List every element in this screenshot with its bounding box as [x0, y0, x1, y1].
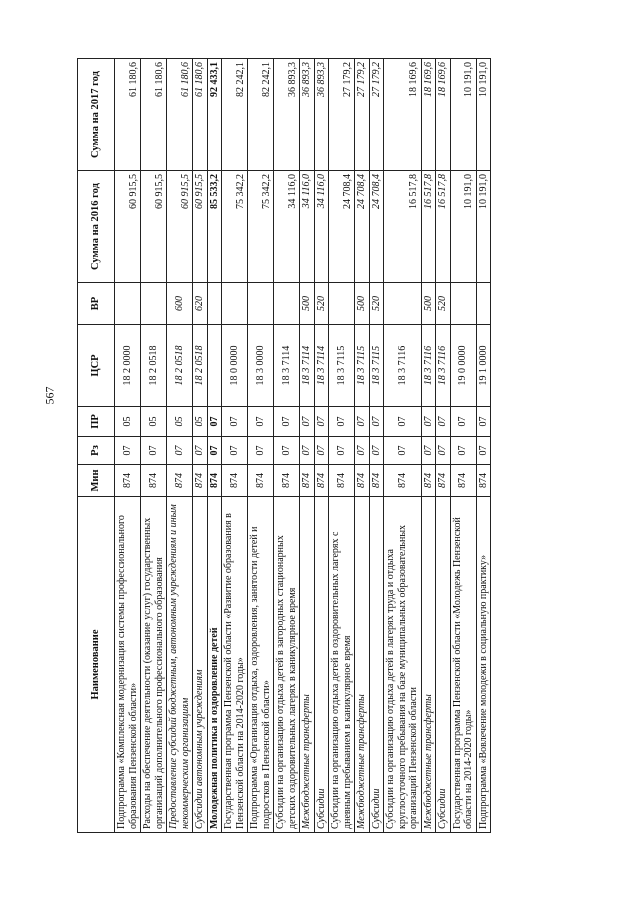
table-row — [141, 59, 167, 833]
cell-rz: 07 — [476, 437, 491, 465]
cell-csr: 18 3 7114 — [314, 325, 329, 407]
cell-pr: 05 — [141, 407, 167, 437]
cell-rz: 07 — [436, 437, 451, 465]
cell-sum-2016: 10 191,0 — [450, 171, 476, 283]
cell-sum-2017: 92 433,1 — [207, 59, 222, 171]
cell-vr: 520 — [369, 283, 384, 325]
table-row — [115, 59, 141, 833]
cell-min: 874 — [141, 465, 167, 497]
cell-csr: 18 3 7115 — [329, 325, 355, 407]
cell-pr: 07 — [248, 407, 274, 437]
cell-rz: 07 — [141, 437, 167, 465]
cell-sum-2017: 18 169,6 — [384, 59, 422, 171]
cell-vr — [384, 283, 422, 325]
table-row — [355, 59, 370, 833]
cell-sum-2016: 60 915,5 — [193, 171, 208, 283]
cell-vr: 500 — [355, 283, 370, 325]
cell-min: 874 — [450, 465, 476, 497]
cell-vr: 620 — [193, 283, 208, 325]
table-row — [167, 59, 193, 833]
cell-pr: 07 — [355, 407, 370, 437]
cell-vr — [476, 283, 491, 325]
cell-pr: 07 — [450, 407, 476, 437]
cell-vr — [141, 283, 167, 325]
cell-sum-2016: 75 342,2 — [248, 171, 274, 283]
header-name: Наименование — [78, 497, 115, 833]
cell-pr: 07 — [222, 407, 248, 437]
cell-pr: 07 — [329, 407, 355, 437]
cell-sum-2017: 27 179,2 — [355, 59, 370, 171]
cell-name: Межбюджетные трансферты — [355, 497, 370, 833]
cell-sum-2016: 24 708,4 — [355, 171, 370, 283]
cell-rz: 07 — [369, 437, 384, 465]
cell-sum-2016: 16 517,8 — [421, 171, 436, 283]
cell-rz: 07 — [300, 437, 315, 465]
cell-vr — [329, 283, 355, 325]
cell-min: 874 — [222, 465, 248, 497]
cell-min: 874 — [167, 465, 193, 497]
cell-sum-2017: 61 180,6 — [167, 59, 193, 171]
cell-sum-2016: 24 708,4 — [329, 171, 355, 283]
cell-vr — [248, 283, 274, 325]
cell-csr: 18 0 0000 — [222, 325, 248, 407]
cell-csr: 18 3 7116 — [421, 325, 436, 407]
cell-name: Расходы на обеспечение деятельности (оказание услуг) государственных организаций дополнительного профессионального образования — [141, 497, 167, 833]
cell-sum-2017: 18 169,6 — [421, 59, 436, 171]
cell-name: Подпрограмма «Вовлечение молодежи в социальную практику» — [476, 497, 491, 833]
cell-vr — [207, 283, 222, 325]
table-header — [78, 59, 115, 833]
cell-sum-2017: 18 169,6 — [436, 59, 451, 171]
cell-rz: 07 — [329, 437, 355, 465]
cell-sum-2017: 61 180,6 — [141, 59, 167, 171]
cell-vr: 520 — [314, 283, 329, 325]
cell-min: 874 — [207, 465, 222, 497]
cell-vr: 600 — [167, 283, 193, 325]
cell-sum-2016: 85 533,2 — [207, 171, 222, 283]
table-row — [450, 59, 476, 833]
table-row — [476, 59, 491, 833]
cell-vr: 520 — [436, 283, 451, 325]
cell-name: Межбюджетные трансферты — [421, 497, 436, 833]
cell-pr: 07 — [384, 407, 422, 437]
cell-sum-2017: 27 179,2 — [329, 59, 355, 171]
cell-name: Предоставление субсидий бюджетным, автономным учреждениям и иным некоммерческим организациям — [167, 497, 193, 833]
cell-pr: 07 — [369, 407, 384, 437]
cell-csr: 18 3 7115 — [355, 325, 370, 407]
cell-sum-2016: 16 517,8 — [436, 171, 451, 283]
rotated-page-content — [77, 59, 553, 833]
cell-sum-2017: 10 191,0 — [476, 59, 491, 171]
table-row — [421, 59, 436, 833]
table-row — [369, 59, 384, 833]
header-sum-2017: Сумма на 2017 год — [78, 59, 115, 171]
cell-min: 874 — [248, 465, 274, 497]
header-sum-2016: Сумма на 2016 год — [78, 171, 115, 283]
table-row — [193, 59, 208, 833]
cell-sum-2017: 36 893,3 — [274, 59, 300, 171]
cell-vr — [450, 283, 476, 325]
cell-pr: 07 — [207, 407, 222, 437]
header-min: Мин — [78, 465, 115, 497]
cell-pr: 07 — [421, 407, 436, 437]
cell-rz: 07 — [248, 437, 274, 465]
table-row — [314, 59, 329, 833]
cell-pr: 07 — [436, 407, 451, 437]
cell-sum-2016: 34 116,0 — [300, 171, 315, 283]
cell-csr: 18 2 0518 — [167, 325, 193, 407]
cell-rz: 07 — [207, 437, 222, 465]
cell-sum-2016: 24 708,4 — [369, 171, 384, 283]
cell-name: Субсидии — [314, 497, 329, 833]
cell-vr — [115, 283, 141, 325]
cell-rz: 07 — [274, 437, 300, 465]
header-csr: ЦСР — [78, 325, 115, 407]
table-row — [274, 59, 300, 833]
cell-csr: 18 2 0518 — [193, 325, 208, 407]
header-pr: ПР — [78, 407, 115, 437]
cell-pr: 05 — [115, 407, 141, 437]
header-vr: ВР — [78, 283, 115, 325]
cell-rz: 07 — [193, 437, 208, 465]
cell-min: 874 — [314, 465, 329, 497]
cell-name: Субсидии на организацию отдыха детей в лагерях труда и отдыха круглосуточного пребывания на базе муниципальных образовательных организаций Пензенской области — [384, 497, 422, 833]
cell-name: Субсидии на организацию отдыха детей в оздоровительных лагерях с дневным пребыванием в каникулярное время — [329, 497, 355, 833]
cell-vr — [222, 283, 248, 325]
cell-sum-2017: 36 893,3 — [300, 59, 315, 171]
cell-min: 874 — [193, 465, 208, 497]
cell-sum-2017: 27 179,2 — [369, 59, 384, 171]
cell-csr: 18 2 0518 — [141, 325, 167, 407]
cell-name: Субсидии на организацию отдыха детей в загородных стационарных детских оздоровительных лагерях в каникулярное время — [274, 497, 300, 833]
cell-min: 874 — [329, 465, 355, 497]
cell-name: Субсидии — [369, 497, 384, 833]
cell-rz: 07 — [167, 437, 193, 465]
cell-name: Подпрограмма «Организация отдыха, оздоровления, занятости детей и подростков в Пензенской области» — [248, 497, 274, 833]
cell-pr: 05 — [193, 407, 208, 437]
table-row — [300, 59, 315, 833]
table-row — [384, 59, 422, 833]
cell-sum-2016: 34 116,0 — [314, 171, 329, 283]
cell-name: Межбюджетные трансферты — [300, 497, 315, 833]
cell-csr: 18 3 7114 — [300, 325, 315, 407]
cell-sum-2016: 60 915,5 — [115, 171, 141, 283]
cell-sum-2016: 75 342,2 — [222, 171, 248, 283]
cell-pr: 07 — [274, 407, 300, 437]
cell-pr: 05 — [167, 407, 193, 437]
cell-min: 874 — [384, 465, 422, 497]
cell-min: 874 — [369, 465, 384, 497]
budget-table — [77, 58, 491, 833]
cell-min: 874 — [115, 465, 141, 497]
table-row — [222, 59, 248, 833]
table-row — [329, 59, 355, 833]
cell-min: 874 — [421, 465, 436, 497]
cell-sum-2016: 60 915,5 — [167, 171, 193, 283]
cell-min: 874 — [355, 465, 370, 497]
cell-rz: 07 — [355, 437, 370, 465]
cell-rz: 07 — [314, 437, 329, 465]
cell-pr: 07 — [314, 407, 329, 437]
cell-sum-2017: 61 180,6 — [115, 59, 141, 171]
cell-sum-2017: 10 191,0 — [450, 59, 476, 171]
cell-pr: 07 — [476, 407, 491, 437]
cell-name: Подпрограмма «Комплексная модернизация системы профессионального образования Пензенской области» — [115, 497, 141, 833]
cell-min: 874 — [436, 465, 451, 497]
cell-csr: 18 3 7116 — [436, 325, 451, 407]
cell-pr: 07 — [300, 407, 315, 437]
cell-name: Государственная программа Пензенской области «Развитие образования в Пензенской области на 2014-2020 годы» — [222, 497, 248, 833]
table-row — [207, 59, 222, 833]
cell-min: 874 — [274, 465, 300, 497]
cell-sum-2016: 16 517,8 — [384, 171, 422, 283]
page-number: 567 — [42, 386, 57, 405]
cell-rz: 07 — [384, 437, 422, 465]
cell-csr: 18 2 0000 — [115, 325, 141, 407]
cell-name: Молодежная политика и оздоровление детей — [207, 497, 222, 833]
cell-name: Государственная программа Пензенской области «Молодежь Пензенской области на 2014-2020 годы» — [450, 497, 476, 833]
cell-sum-2016: 34 116,0 — [274, 171, 300, 283]
table-body — [115, 59, 491, 833]
cell-vr — [274, 283, 300, 325]
cell-sum-2017: 36 893,3 — [314, 59, 329, 171]
cell-sum-2017: 61 180,6 — [193, 59, 208, 171]
cell-csr: 18 3 7114 — [274, 325, 300, 407]
cell-csr: 18 3 0000 — [248, 325, 274, 407]
cell-vr: 500 — [300, 283, 315, 325]
table-row — [248, 59, 274, 833]
table-row — [436, 59, 451, 833]
cell-min: 874 — [476, 465, 491, 497]
cell-sum-2016: 10 191,0 — [476, 171, 491, 283]
cell-csr: 19 0 0000 — [450, 325, 476, 407]
cell-csr: 19 1 0000 — [476, 325, 491, 407]
cell-min: 874 — [300, 465, 315, 497]
cell-csr: 18 3 7115 — [369, 325, 384, 407]
cell-rz: 07 — [421, 437, 436, 465]
header-rz: Рз — [78, 437, 115, 465]
cell-sum-2017: 82 242,1 — [222, 59, 248, 171]
cell-rz: 07 — [115, 437, 141, 465]
cell-rz: 07 — [222, 437, 248, 465]
cell-vr: 500 — [421, 283, 436, 325]
cell-name: Субсидии — [436, 497, 451, 833]
cell-sum-2017: 82 242,1 — [248, 59, 274, 171]
cell-sum-2016: 60 915,5 — [141, 171, 167, 283]
cell-csr: 18 3 7116 — [384, 325, 422, 407]
cell-csr — [207, 325, 222, 407]
cell-name: Субсидии автономным учреждениям — [193, 497, 208, 833]
cell-rz: 07 — [450, 437, 476, 465]
